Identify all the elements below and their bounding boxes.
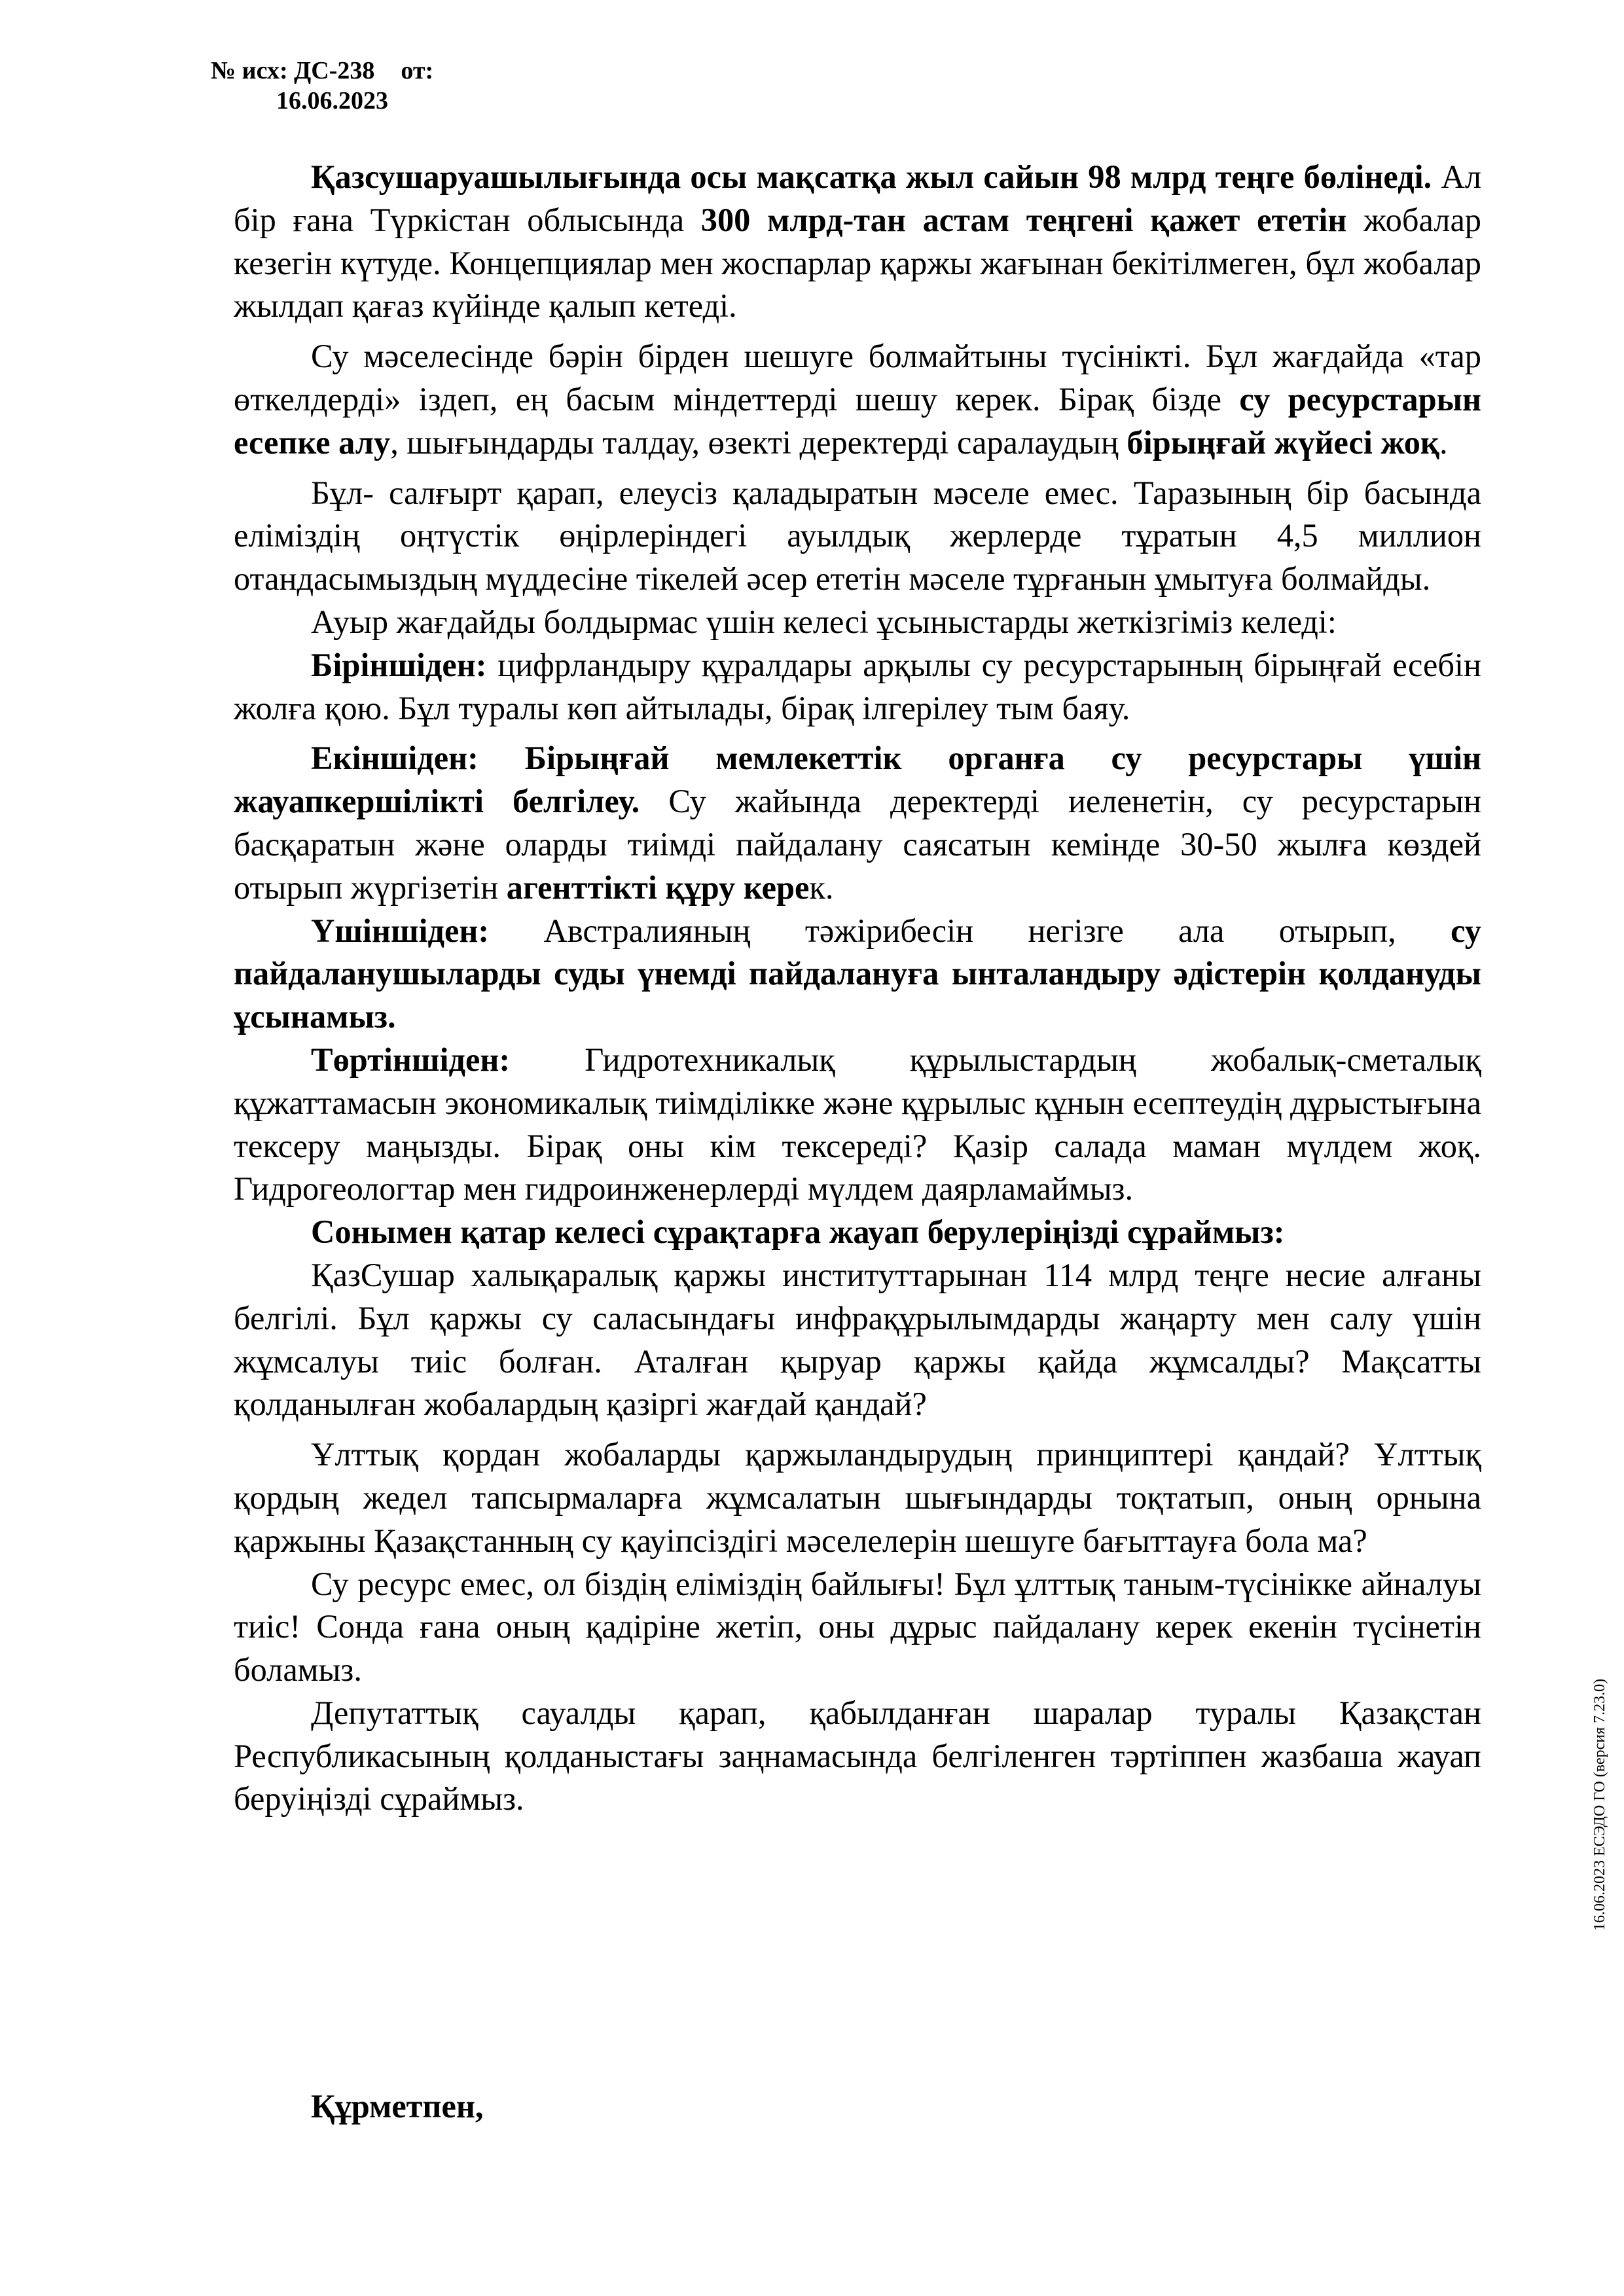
text-run: Австралияның тәжірибесін негізге ала отырып, [489, 912, 1451, 949]
outgoing-number-header [211, 56, 433, 116]
paragraph [234, 1211, 1481, 1254]
bold-text-run: Екіншіден: Бірыңғай мемлекеттік органға су ресурстары үшін жауапкершілікті белгілеу. [234, 740, 1481, 820]
paragraph [234, 910, 1481, 1039]
text-run: Су жайында деректерді иеленетін, су ресурстарын басқаратын және оларды тиімді пайдалану саясатын кемінде 30-50 жылға көздей отырып жүргізетін [234, 783, 1481, 906]
outgoing-number: № исх: ДС-238 [211, 57, 375, 84]
text-run: ҚазСушар халықаралық қаржы институттарынан 114 млрд теңге несие алғаны белгілі. Бұл қаржы су саласындағы инфрақұрылымдарды жаңарту мен салу үшін жұмсалуы тиіс болған. Аталған қыруар қаржы қайда жұмсалды? Мақсатты қолданылған жобалардың қазіргі жағдай қандай? [234, 1256, 1481, 1423]
text-run: к. [809, 869, 834, 906]
text-run: жобалар кезегін күтуде. Концепциялар мен жоспарлар қаржы жағынан бекітілмеген, бұл жобалар жылдап қағаз күйінде қалып кетеді. [234, 201, 1481, 325]
bold-text-run: Үшіншіден: [311, 912, 490, 949]
bold-text-run: Төртіншіден: [311, 1041, 511, 1078]
paragraph [234, 472, 1481, 601]
paragraph [234, 1254, 1481, 1426]
paragraph [234, 1563, 1481, 1692]
bold-text-run: агенттікті құру кере [506, 869, 810, 906]
outgoing-number-line [211, 56, 433, 86]
paragraph [234, 1433, 1481, 1562]
bold-text-run: 300 млрд-тан астам теңгені қажет ететін [700, 201, 1347, 238]
text-run: Ұлттық қордан жобаларды қаржыландырудың принциптері қандай? Ұлттық қордың жедел тапсырмаларға жұмсалатын шығындарды тоқтатып, оның орнына қаржыны Қазақстанның су қауіпсіздігі мәселелерін шешуге бағыттауға бола ма? [234, 1436, 1481, 1559]
bold-text-run: Біріншіден: [311, 646, 487, 683]
paragraph [234, 737, 1481, 909]
bold-text-run: су пайдаланушыларды суды үнемді пайдалануға ынталандыру әдістерін қолдануды ұсынамыз. [234, 912, 1481, 1035]
letter-body [234, 156, 1481, 1821]
text-run: Гидротехникалық құрылыстардың жобалық-сметалық құжаттамасын экономикалық тиімділікке және құрылыс құнын есептеудің дұрыстығына тексеру маңызды. Бірақ оны кім тексереді? Қазір салада маман мүлдем жоқ. Гидрогеологтар мен гидроинженерлерді мүлдем даярламаймыз. [234, 1041, 1481, 1208]
bold-text-run: Сонымен қатар келесі сұрақтарға жауап берулеріңізді сұраймыз: [311, 1213, 1285, 1251]
date-from-label: от: [401, 57, 434, 84]
text-run: Ауыр жағдайды болдырмас үшін келесі ұсыныстарды жеткізгіміз келеді: [311, 603, 1337, 640]
text-run: Депутаттық сауалды қарап, қабылданған шаралар туралы Қазақстан Республикасының қолданыстағы заңнамасында белгіленген тәртіппен жазбаша жауап беруіңізді сұраймыз. [234, 1694, 1481, 1818]
paragraph [234, 644, 1481, 730]
bold-text-run: Қазсушаруашылығында осы мақсатқа жыл сайын 98 млрд теңге бөлінеді. [311, 158, 1432, 195]
paragraph [234, 1039, 1481, 1211]
text-run: . [1439, 423, 1448, 461]
text-run: Бұл- салғырт қарап, елеусіз қаладыратын мәселе емес. Таразының бір басында еліміздің оңтүстік өңірлеріндегі ауылдық жерлерде тұратын 4,5 миллион отандасымыздың мүддесіне тікелей әсер ететін мәселе тұрғанын ұмытуға болмайды. [234, 474, 1481, 598]
bold-text-run: бірыңғай жүйесі жоқ [1127, 423, 1439, 461]
bold-text-run: су ресурстарын есепке алу [234, 380, 1481, 461]
text-run: цифрландыру құралдары арқылы су ресурстарының бірыңғай есебін жолға қою. Бұл туралы көп айтылады, бірақ ілгерілеу тым баяу. [234, 646, 1481, 726]
text-run: Су мәселесінде бәрін бірден шешуге болмайтыны түсінікті. Бұл жағдайда «тар өткелдерді» іздеп, ең басым міндеттерді шешу керек. Бірақ бізде [234, 338, 1481, 418]
paragraph [234, 601, 1481, 644]
text-run: , шығындарды талдау, өзекті деректерді саралаудың [390, 423, 1127, 461]
paragraph [234, 156, 1481, 328]
paragraph [234, 1692, 1481, 1821]
paragraph [234, 335, 1481, 464]
outgoing-date: 16.06.2023 [276, 87, 388, 115]
side-registration-stamp: 16.06.2023 ЕСЭДО ГО (версия 7.23.0) [1591, 1678, 1608, 1931]
closing-salutation: Құрметпен, [311, 2088, 484, 2125]
text-run: Су ресурс емес, ол біздің еліміздің байлығы! Бұл ұлттық таным-түсінікке айналуы тиіс! Сонда ғана оның қадіріне жетіп, оны дұрыс пайдалану керек екенін түсінетін боламыз. [234, 1565, 1481, 1689]
text-run: Ал бір ғана Түркістан облысында [234, 158, 1481, 238]
